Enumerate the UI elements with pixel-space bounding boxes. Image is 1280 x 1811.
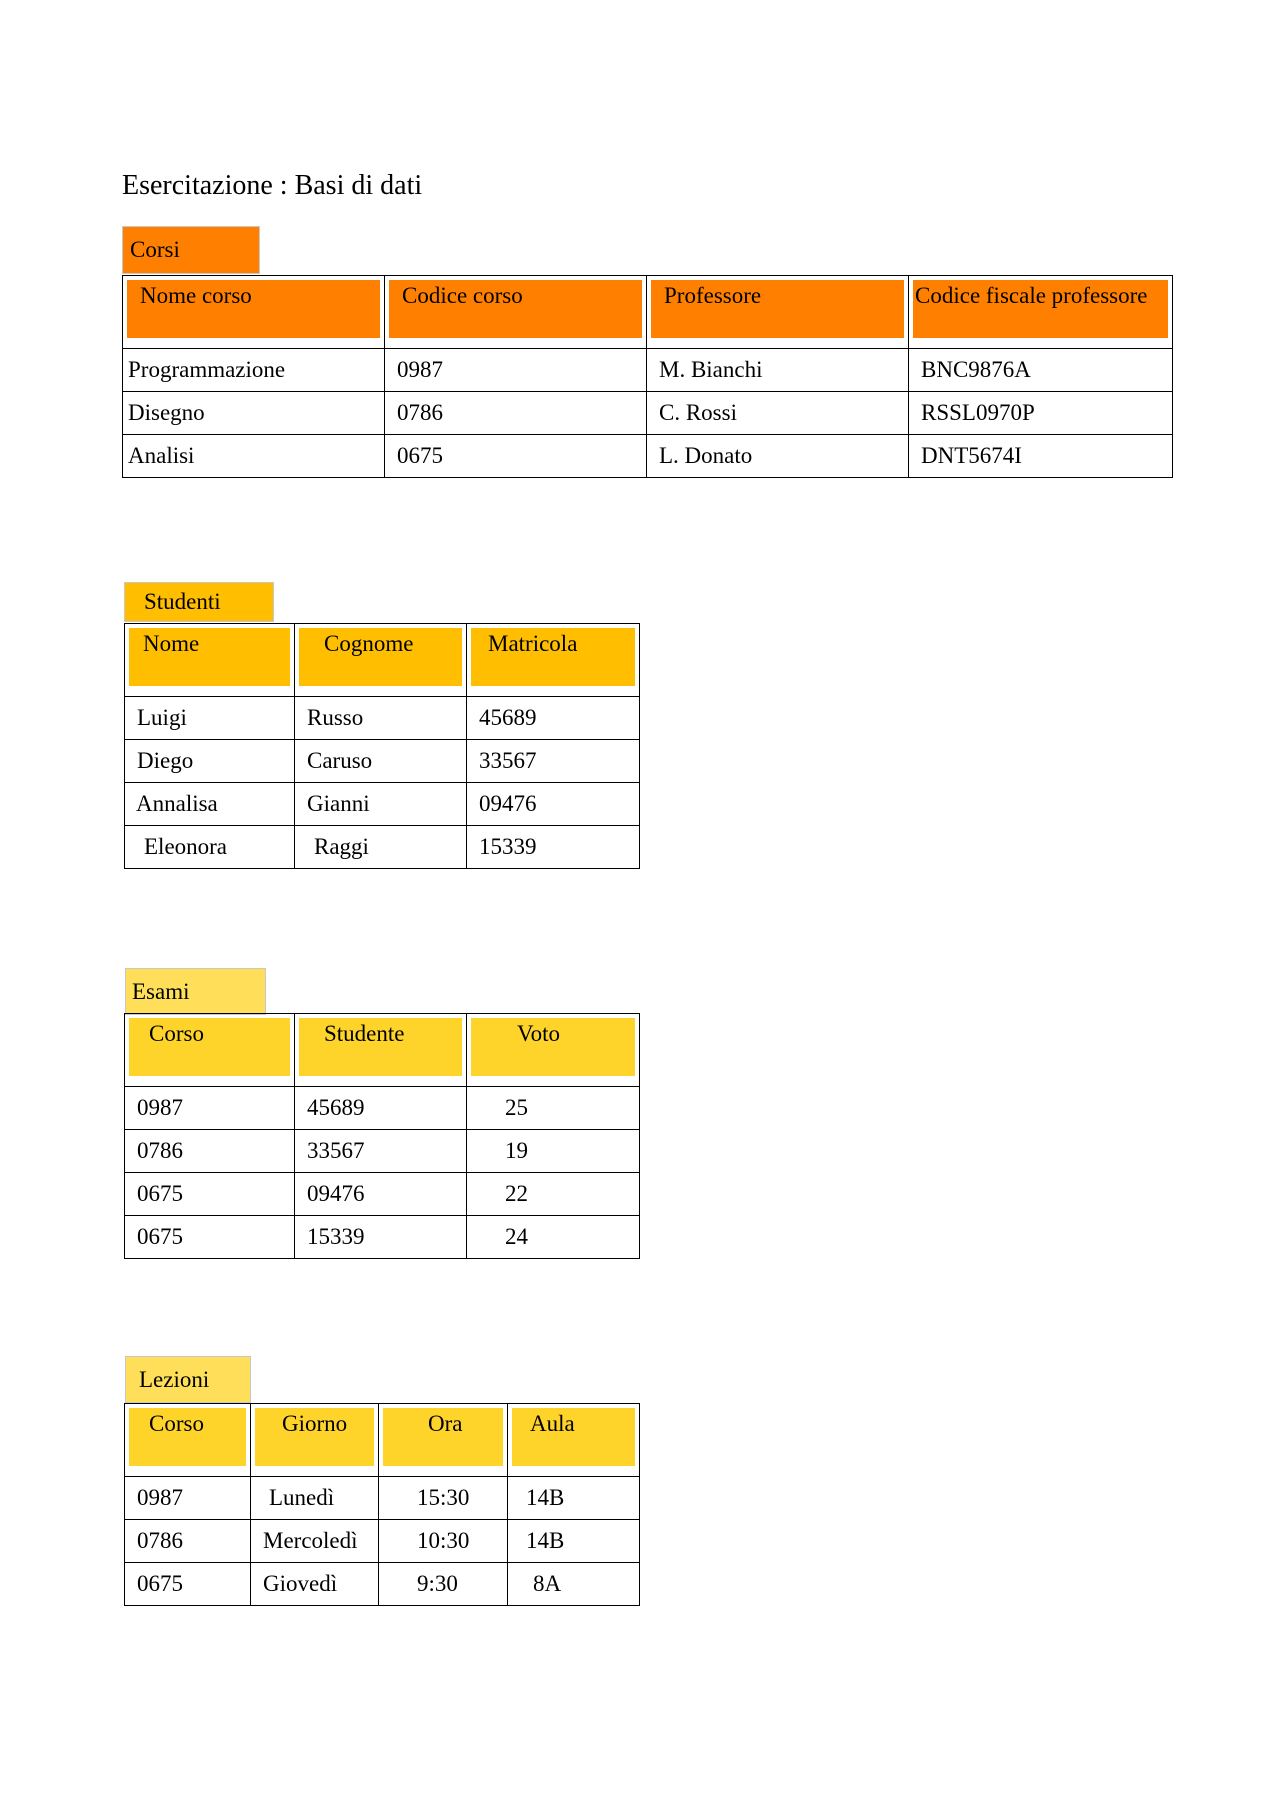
cell: RSSL0970P [909, 392, 1173, 435]
cell: 15:30 [379, 1477, 508, 1520]
header-cell [295, 624, 467, 697]
header-studente: Studente [299, 1018, 462, 1076]
cell: BNC9876A [909, 349, 1173, 392]
header-cell [379, 1404, 508, 1477]
table-row [125, 1087, 640, 1130]
header-aula: Aula [512, 1408, 635, 1466]
header-professore: Professore [651, 280, 904, 338]
header-cell [125, 1014, 295, 1087]
header-voto: Voto [471, 1018, 635, 1076]
table-row [125, 1520, 640, 1563]
table-row [125, 697, 640, 740]
cell: M. Bianchi [647, 349, 909, 392]
cell: Gianni [295, 783, 467, 826]
table-corsi [122, 275, 1173, 478]
header-codice-corso: Codice corso [389, 280, 642, 338]
header-cell [909, 276, 1173, 349]
table-label-esami: Esami [125, 968, 266, 1015]
cell: 14B [508, 1520, 640, 1563]
header-matricola: Matricola [471, 628, 635, 686]
table-row [123, 392, 1173, 435]
cell: 22 [467, 1173, 640, 1216]
table-row [125, 1173, 640, 1216]
header-corso: Corso [129, 1408, 246, 1466]
cell: 33567 [467, 740, 640, 783]
table-studenti [124, 623, 640, 869]
cell: 0675 [125, 1563, 251, 1606]
cell: Caruso [295, 740, 467, 783]
header-nome-corso: Nome corso [127, 280, 380, 338]
cell: 0786 [125, 1130, 295, 1173]
header-cell [647, 276, 909, 349]
table-row [125, 783, 640, 826]
header-cell [295, 1014, 467, 1087]
cell: 14B [508, 1477, 640, 1520]
cell: Russo [295, 697, 467, 740]
cell: Mercoledì [251, 1520, 379, 1563]
table-row [125, 1477, 640, 1520]
table-label-lezioni: Lezioni [125, 1356, 251, 1403]
table-row [123, 349, 1173, 392]
cell: Raggi [295, 826, 467, 869]
table-row [125, 1130, 640, 1173]
table-row [125, 826, 640, 869]
cell: Giovedì [251, 1563, 379, 1606]
header-cognome: Cognome [299, 628, 462, 686]
table-header-row [125, 624, 640, 697]
table-header-row [125, 1014, 640, 1087]
cell: 45689 [295, 1087, 467, 1130]
table-row [125, 740, 640, 783]
cell: 0786 [125, 1520, 251, 1563]
cell: Luigi [125, 697, 295, 740]
cell: 15339 [295, 1216, 467, 1259]
cell: 8A [508, 1563, 640, 1606]
table-header-row [125, 1404, 640, 1477]
header-cell [123, 276, 385, 349]
cell: 0675 [125, 1216, 295, 1259]
page-title: Esercitazione : Basi di dati [122, 170, 423, 201]
cell: Analisi [123, 435, 385, 478]
header-nome: Nome [129, 628, 290, 686]
cell: 0675 [125, 1173, 295, 1216]
table-esami [124, 1013, 640, 1259]
header-cell [467, 1014, 640, 1087]
cell: Lunedì [251, 1477, 379, 1520]
table-row [123, 435, 1173, 478]
cell: 0675 [385, 435, 647, 478]
header-cell [385, 276, 647, 349]
cell: C. Rossi [647, 392, 909, 435]
header-corso: Corso [129, 1018, 290, 1076]
cell: 9:30 [379, 1563, 508, 1606]
cell: 0987 [385, 349, 647, 392]
header-codice-fiscale: Codice fiscale professore [913, 280, 1168, 338]
table-row [125, 1216, 640, 1259]
table-label-studenti: Studenti [124, 582, 274, 622]
cell: Eleonora [125, 826, 295, 869]
header-cell [508, 1404, 640, 1477]
cell: Programmazione [123, 349, 385, 392]
table-row [125, 1563, 640, 1606]
cell: Disegno [123, 392, 385, 435]
cell: 0987 [125, 1477, 251, 1520]
cell: DNT5674I [909, 435, 1173, 478]
cell: 0987 [125, 1087, 295, 1130]
header-giorno: Giorno [255, 1408, 374, 1466]
cell: 25 [467, 1087, 640, 1130]
cell: Diego [125, 740, 295, 783]
cell: 19 [467, 1130, 640, 1173]
cell: 15339 [467, 826, 640, 869]
cell: 0786 [385, 392, 647, 435]
table-header-row [123, 276, 1173, 349]
header-cell [125, 624, 295, 697]
header-cell [467, 624, 640, 697]
cell: Annalisa [125, 783, 295, 826]
cell: 24 [467, 1216, 640, 1259]
header-ora: Ora [383, 1408, 503, 1466]
table-lezioni [124, 1403, 640, 1606]
cell: L. Donato [647, 435, 909, 478]
cell: 09476 [295, 1173, 467, 1216]
cell: 09476 [467, 783, 640, 826]
header-cell [125, 1404, 251, 1477]
cell: 33567 [295, 1130, 467, 1173]
cell: 45689 [467, 697, 640, 740]
header-cell [251, 1404, 379, 1477]
table-label-corsi: Corsi [122, 226, 260, 274]
cell: 10:30 [379, 1520, 508, 1563]
